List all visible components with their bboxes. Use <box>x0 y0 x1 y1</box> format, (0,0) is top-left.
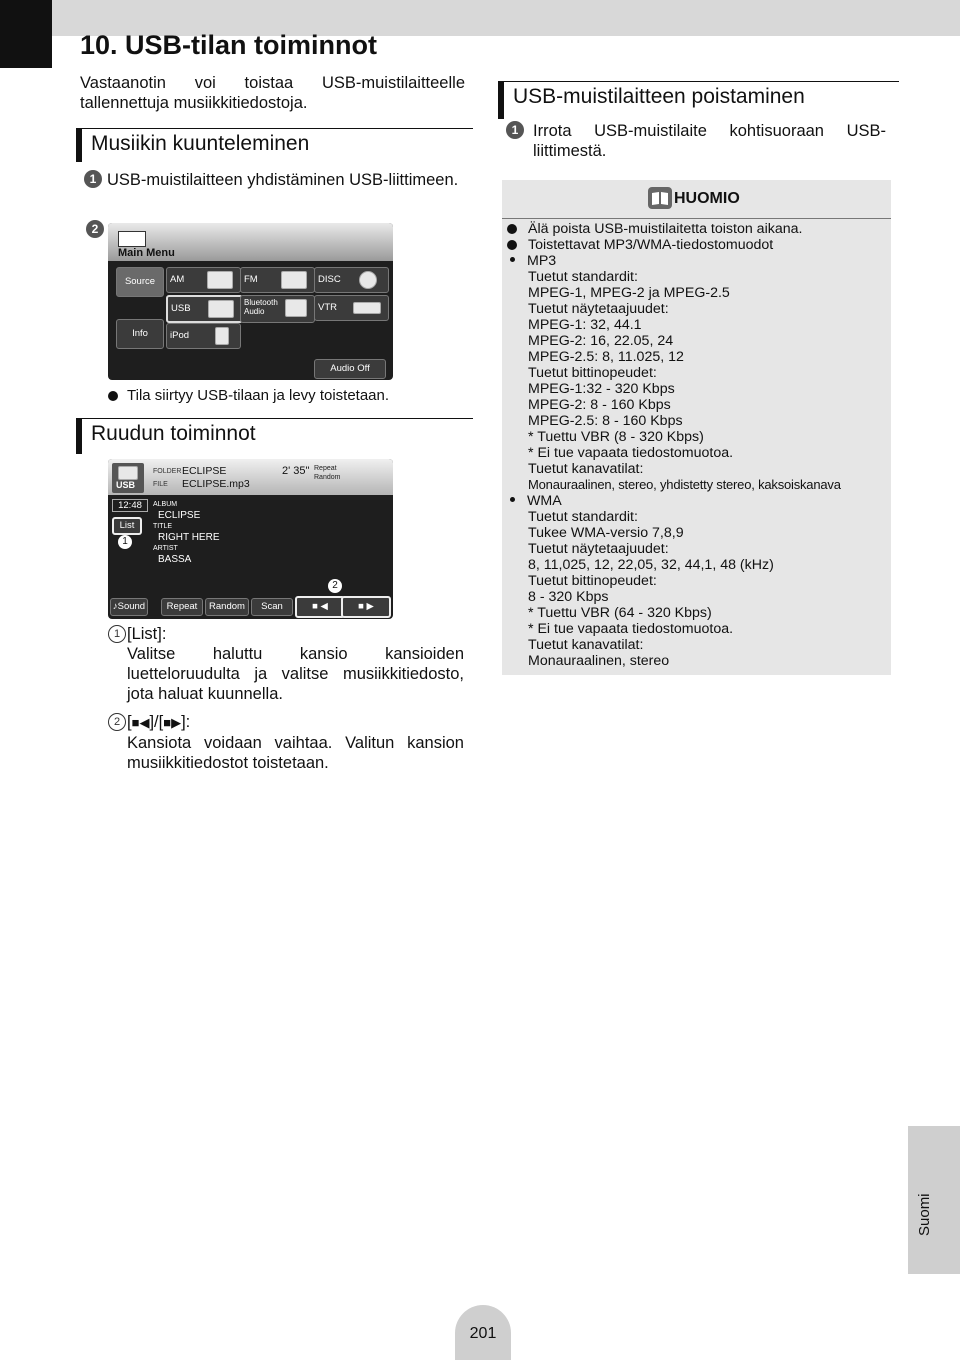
disc-button[interactable] <box>314 267 389 293</box>
removal-step-text: Irrota USB-muistilaite kohtisuoraan USB-liittimestä. <box>533 122 886 160</box>
section-heading-listening: Musiikin kuunteleminen <box>76 128 473 162</box>
disc-icon <box>359 271 377 289</box>
artist-name: BASSA <box>158 554 192 565</box>
track-title: RIGHT HERE <box>158 532 220 543</box>
step-number: 1 <box>506 121 524 139</box>
note-text: 8, 11,025, 12, 22,05, 32, 44,1, 48 (kHz) <box>528 557 774 573</box>
usb-label: USB <box>171 303 191 314</box>
note-text: Tukee WMA-versio 7,8,9 <box>528 525 684 541</box>
info-button[interactable]: Info <box>116 319 164 349</box>
note-text: Tuetut standardit: <box>528 269 638 285</box>
random-indicator: Random <box>314 474 341 481</box>
note-text: Älä poista USB-muistilaitetta toiston aikana. <box>528 221 803 237</box>
section-heading-screen-functions: Ruudun toiminnot <box>76 418 473 454</box>
note-line <box>507 253 891 269</box>
sound-button[interactable] <box>110 598 148 616</box>
mode-note-text: Tila siirtyy USB-tilaan ja levy toistetaan. <box>127 387 390 404</box>
page-title: 10. USB-tilan toiminnot <box>80 30 377 60</box>
folder-forward-icon: ■▶ <box>163 715 182 730</box>
definition-text: Valitse haluttu kansio kansioiden luetteloruudulta ja valitse musiikkitiedosto, jota haluat kuunnella. <box>127 645 464 703</box>
list-button[interactable]: List <box>112 517 142 535</box>
source-label: USB <box>116 480 136 490</box>
elapsed-time: 2' 35" <box>282 465 310 477</box>
menu-icon <box>118 231 146 247</box>
note-box-body <box>507 221 891 669</box>
page-number: 201 <box>455 1305 511 1360</box>
note-text: WMA <box>527 493 562 509</box>
note-text: MPEG-2: 16, 22.05, 24 <box>528 333 674 349</box>
step-1 <box>86 170 464 190</box>
note-text: * Tuettu VBR (64 - 320 Kbps) <box>528 605 712 621</box>
album-name: ECLIPSE <box>158 510 201 521</box>
tape-icon <box>353 302 381 314</box>
note-text: MP3 <box>527 253 557 269</box>
sound-label: Sound <box>117 601 146 612</box>
note-line <box>507 221 891 237</box>
mode-note <box>108 387 389 404</box>
note-text: Tuetut standardit: <box>528 509 638 525</box>
track-info-bar <box>108 459 393 495</box>
file-label: FILE <box>153 481 168 488</box>
usb-icon <box>118 466 138 480</box>
note-line <box>507 237 891 253</box>
note-text: Tuetut näytetaajuudet: <box>528 301 669 317</box>
am-label: AM <box>170 274 185 285</box>
small-bullet-icon <box>510 257 515 262</box>
note-text: * Ei tue vapaata tiedostomuotoa. <box>528 445 734 461</box>
note-line <box>507 493 891 509</box>
note-text: MPEG-2: 8 - 160 Kbps <box>528 397 671 413</box>
usb-playback-screenshot <box>108 459 393 619</box>
definition-label: [List]: <box>127 625 167 643</box>
note-text: MPEG-1: 32, 44.1 <box>528 317 642 333</box>
folder-previous-button[interactable] <box>295 596 345 618</box>
bullet-icon <box>108 391 118 401</box>
repeat-indicator: Repeat <box>314 465 337 472</box>
note-text: 8 - 320 Kbps <box>528 589 609 605</box>
vtr-button[interactable] <box>314 295 389 321</box>
bluetooth-phone-icon <box>285 299 307 317</box>
ipod-label: iPod <box>170 330 190 341</box>
note-text: Tuetut bittinopeudet: <box>528 573 657 589</box>
note-text: MPEG-1, MPEG-2 ja MPEG-2.5 <box>528 285 730 301</box>
step-2 <box>86 220 104 238</box>
definition-text: Kansiota voidaan vaihtaa. Valitun kansion musiikkitiedostot toistetaan. <box>127 734 464 772</box>
note-text: * Ei tue vapaata tiedostomuotoa. <box>528 621 734 637</box>
note-text: Tuetut kanavatilat: <box>528 461 644 477</box>
folder-name: ECLIPSE <box>182 465 227 477</box>
language-tab <box>908 1126 960 1274</box>
folder-next-button[interactable] <box>341 596 391 618</box>
random-button[interactable]: Random <box>205 598 249 616</box>
fm-button[interactable] <box>240 267 315 293</box>
note-text: Monauraalinen, stereo <box>528 653 670 669</box>
bullet-icon <box>507 240 517 250</box>
step-number: 2 <box>86 220 104 238</box>
step-number: 1 <box>84 170 102 188</box>
folder-label: FOLDER <box>153 468 182 475</box>
callout-number: 2 <box>108 713 126 731</box>
am-button[interactable] <box>166 267 241 293</box>
note-text: Toistettavat MP3/WMA-tiedostomuodot <box>528 237 774 253</box>
artist-label: ARTIST <box>153 545 178 552</box>
definition-folder-buttons <box>108 712 464 773</box>
bullet-icon <box>507 224 517 234</box>
intro-text: Vastaanotin voi toistaa USB-muistilaitteelle tallennettuja musiikkitiedostoja. <box>80 74 465 112</box>
menu-title: Main Menu <box>118 247 175 259</box>
folder-prev-icon: ■ ◀ <box>312 601 328 612</box>
bluetooth-label: Bluetooth Audio <box>244 298 278 316</box>
title-label: TITLE <box>153 523 173 530</box>
note-text: Tuetut kanavatilat: <box>528 637 644 653</box>
fm-label: FM <box>244 274 258 285</box>
folder-back-icon: ■◀ <box>131 715 150 730</box>
main-menu-screenshot <box>108 223 393 380</box>
note-text: MPEG-2.5: 8 - 160 Kbps <box>528 413 683 429</box>
file-name: ECLIPSE.mp3 <box>182 478 250 490</box>
radio-icon <box>281 271 307 289</box>
repeat-button[interactable]: Repeat <box>161 598 203 616</box>
definition-list-button <box>108 624 464 704</box>
removal-step <box>508 121 886 161</box>
note-text: * Tuettu VBR (8 - 320 Kbps) <box>528 429 704 445</box>
callout-2: 2 <box>328 579 342 593</box>
step-1-text: USB-muistilaitteen yhdistäminen USB-liittimeen. <box>107 171 459 189</box>
section-heading-removal: USB-muistilaitteen poistaminen <box>498 81 899 119</box>
usb-icon <box>208 300 234 318</box>
callout-number: 1 <box>108 625 126 643</box>
book-icon <box>648 187 672 209</box>
ipod-icon <box>215 327 229 345</box>
source-button[interactable]: Source <box>116 267 164 297</box>
note-box-header <box>502 180 891 219</box>
note-text: Monauraalinen, stereo, yhdistetty stereo, kaksoiskanava <box>528 477 841 492</box>
chapter-marker <box>0 0 52 68</box>
disc-label: DISC <box>318 274 341 285</box>
clock: 12:48 <box>112 499 148 512</box>
note-box <box>502 180 891 675</box>
language-tab-label: Suomi <box>916 1193 933 1236</box>
album-label: ALBUM <box>153 501 178 508</box>
usb-button[interactable] <box>166 295 243 323</box>
folder-next-icon: ■ ▶ <box>358 601 374 612</box>
note-text: MPEG-2.5: 8, 11.025, 12 <box>528 349 684 365</box>
note-box-title: HUOMIO <box>674 190 740 207</box>
vtr-label: VTR <box>318 302 337 313</box>
radio-icon <box>207 271 233 289</box>
bluetooth-audio-button[interactable] <box>240 295 315 323</box>
callout-1: 1 <box>118 535 132 549</box>
note-text: Tuetut näytetaajuudet: <box>528 541 669 557</box>
usb-source-badge <box>112 463 144 493</box>
audio-off-button[interactable]: Audio Off <box>314 359 386 379</box>
ipod-button[interactable] <box>166 323 241 349</box>
definition-label: [■◀]/[■▶]: <box>127 713 191 731</box>
note-text: Tuetut bittinopeudet: <box>528 365 657 381</box>
note-text: MPEG-1:32 - 320 Kbps <box>528 381 675 397</box>
note-icon: ♪ <box>112 601 118 612</box>
small-bullet-icon <box>510 497 515 502</box>
scan-button[interactable]: Scan <box>251 598 293 616</box>
